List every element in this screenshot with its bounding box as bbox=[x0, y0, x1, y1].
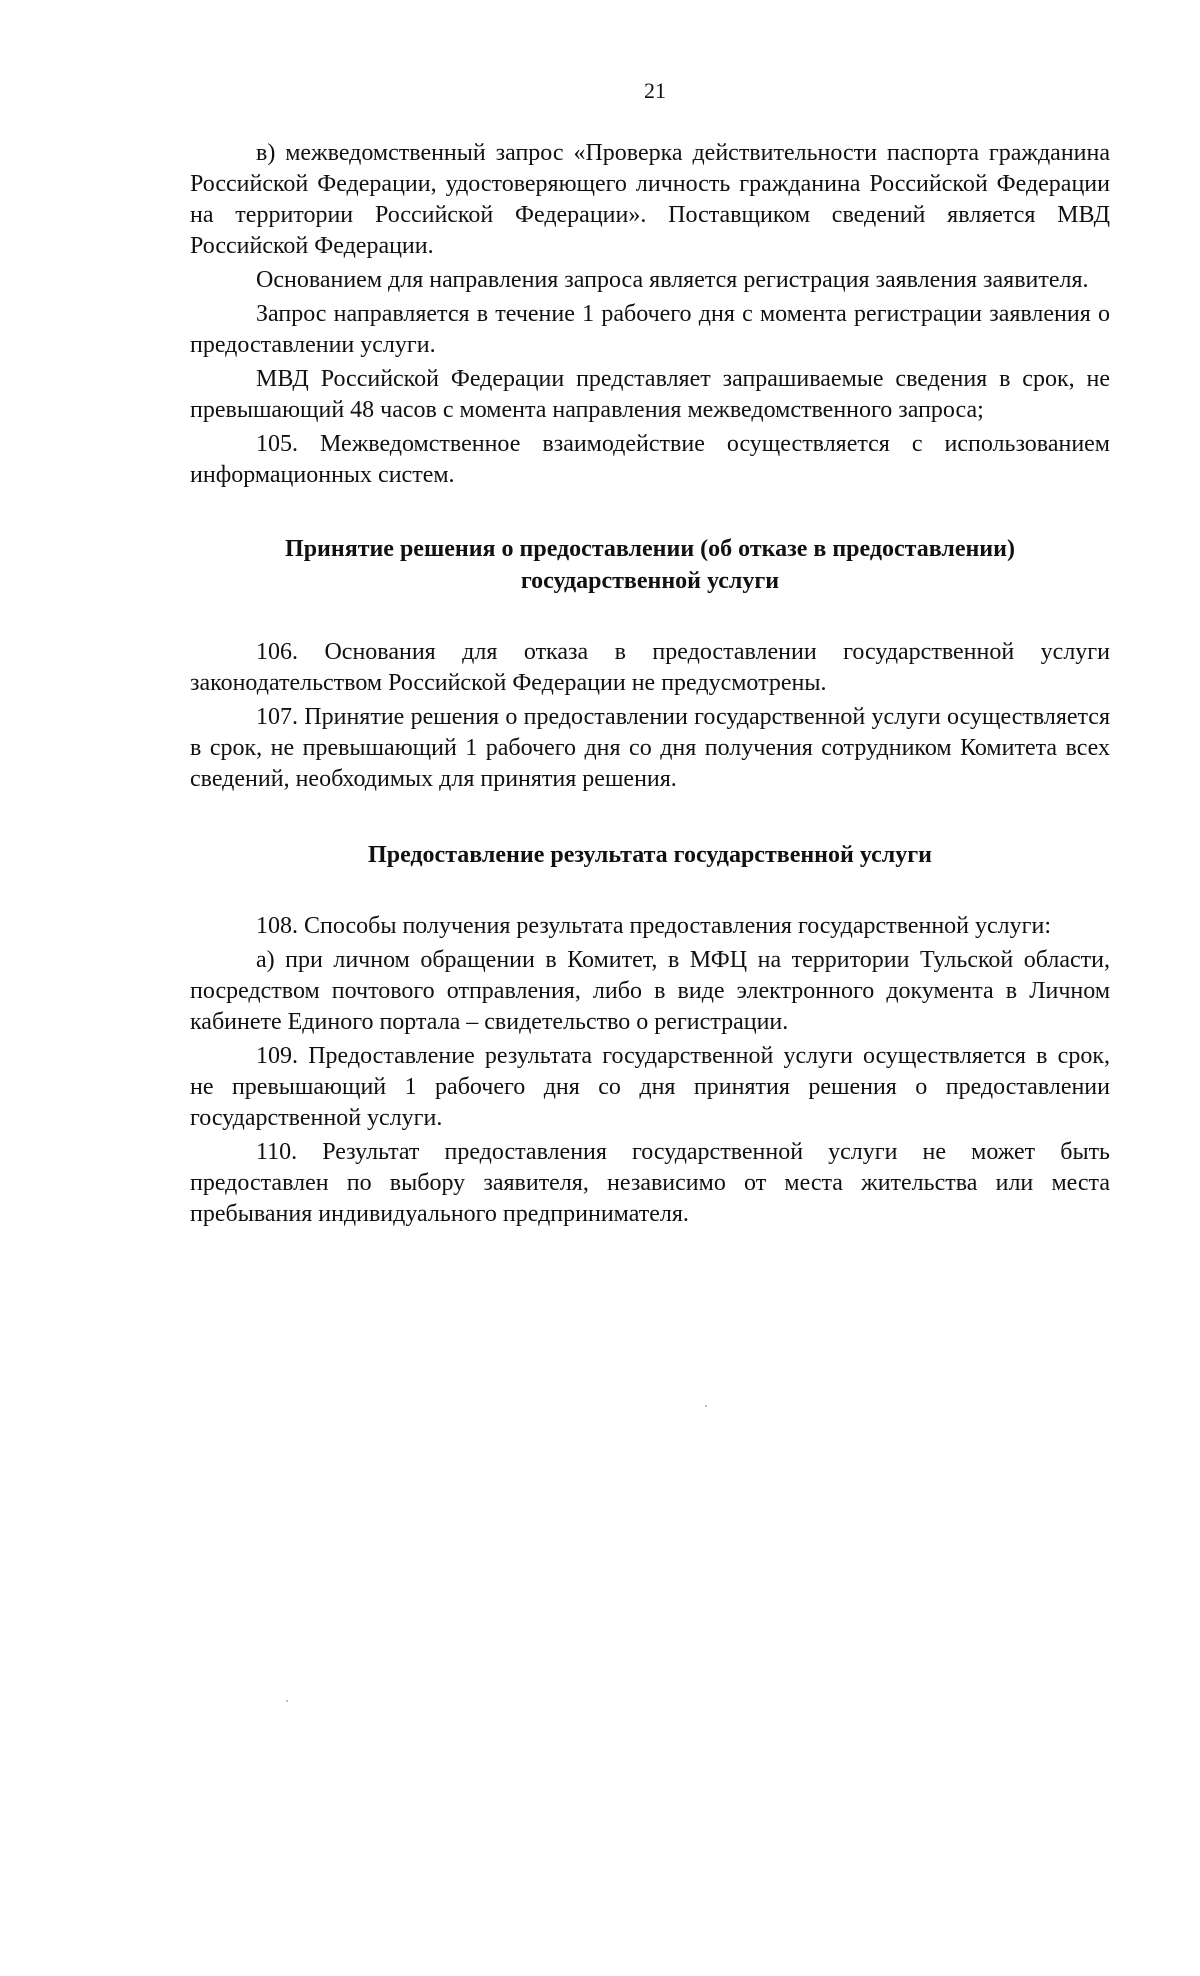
paragraph-107: 107. Принятие решения о предоставлении государственной услуги осуществляется в срок, не превышающий 1 рабочего дня со дня получения сотрудником Комитета всех сведений, необходимых для принятия решения. bbox=[190, 704, 1110, 792]
paragraph-106: 106. Основания для отказа в предоставлении государственной услуги законодательством Российской Федерации не предусмотрены. bbox=[190, 639, 1110, 696]
paragraph-105: 105. Межведомственное взаимодействие осуществляется с использованием информационных систем. bbox=[190, 431, 1110, 488]
paragraph-109: 109. Предоставление результата государственной услуги осуществляется в срок, не превышающий 1 рабочего дня со дня принятия решения о предоставлении государственной услуги. bbox=[190, 1043, 1110, 1131]
paragraph-request-basis: Основанием для направления запроса является регистрация заявления заявителя. bbox=[256, 267, 1089, 293]
section-heading-decision-line2: государственной услуги bbox=[520, 568, 780, 594]
paragraph-mvd-response: МВД Российской Федерации представляет запрашиваемые сведения в срок, не превышающий 48 часов с момента направления межведомственного запроса; bbox=[190, 366, 1110, 423]
section-heading-decision bbox=[190, 533, 1110, 597]
paragraph-108-a: а) при личном обращении в Комитет, в МФЦ на территории Тульской области, посредством почтового отправления, либо в виде электронного документа в Личном кабинете Единого портала – свидетельство о регистрации. bbox=[190, 947, 1110, 1035]
section-heading-decision-line1: Принятие решения о предоставлении (об отказе в предоставлении) bbox=[285, 536, 1015, 562]
paragraph-request-timing: Запрос направляется в течение 1 рабочего дня с момента регистрации заявления о предоставлении услуги. bbox=[190, 301, 1110, 358]
scan-artifact bbox=[705, 1405, 707, 1407]
paragraph-110: 110. Результат предоставления государственной услуги не может быть предоставлен по выбору заявителя, независимо от места жительства или места пребывания индивидуального предпринимателя. bbox=[190, 1139, 1110, 1227]
paragraph-108: 108. Способы получения результата предоставления государственной услуги: bbox=[256, 913, 1051, 939]
paragraph-interagency-request: в) межведомственный запрос «Проверка действительности паспорта гражданина Российской Федерации, удостоверяющего личность гражданина Российской Федерации на территории Российской Федерации». Поставщиком сведений является МВД Российской Федерации. bbox=[190, 140, 1110, 259]
page-number: 21 bbox=[644, 78, 666, 103]
scan-artifact bbox=[286, 1700, 288, 1702]
section-heading-result: Предоставление результата государственной услуги bbox=[368, 842, 932, 868]
document-body bbox=[190, 138, 1110, 1233]
